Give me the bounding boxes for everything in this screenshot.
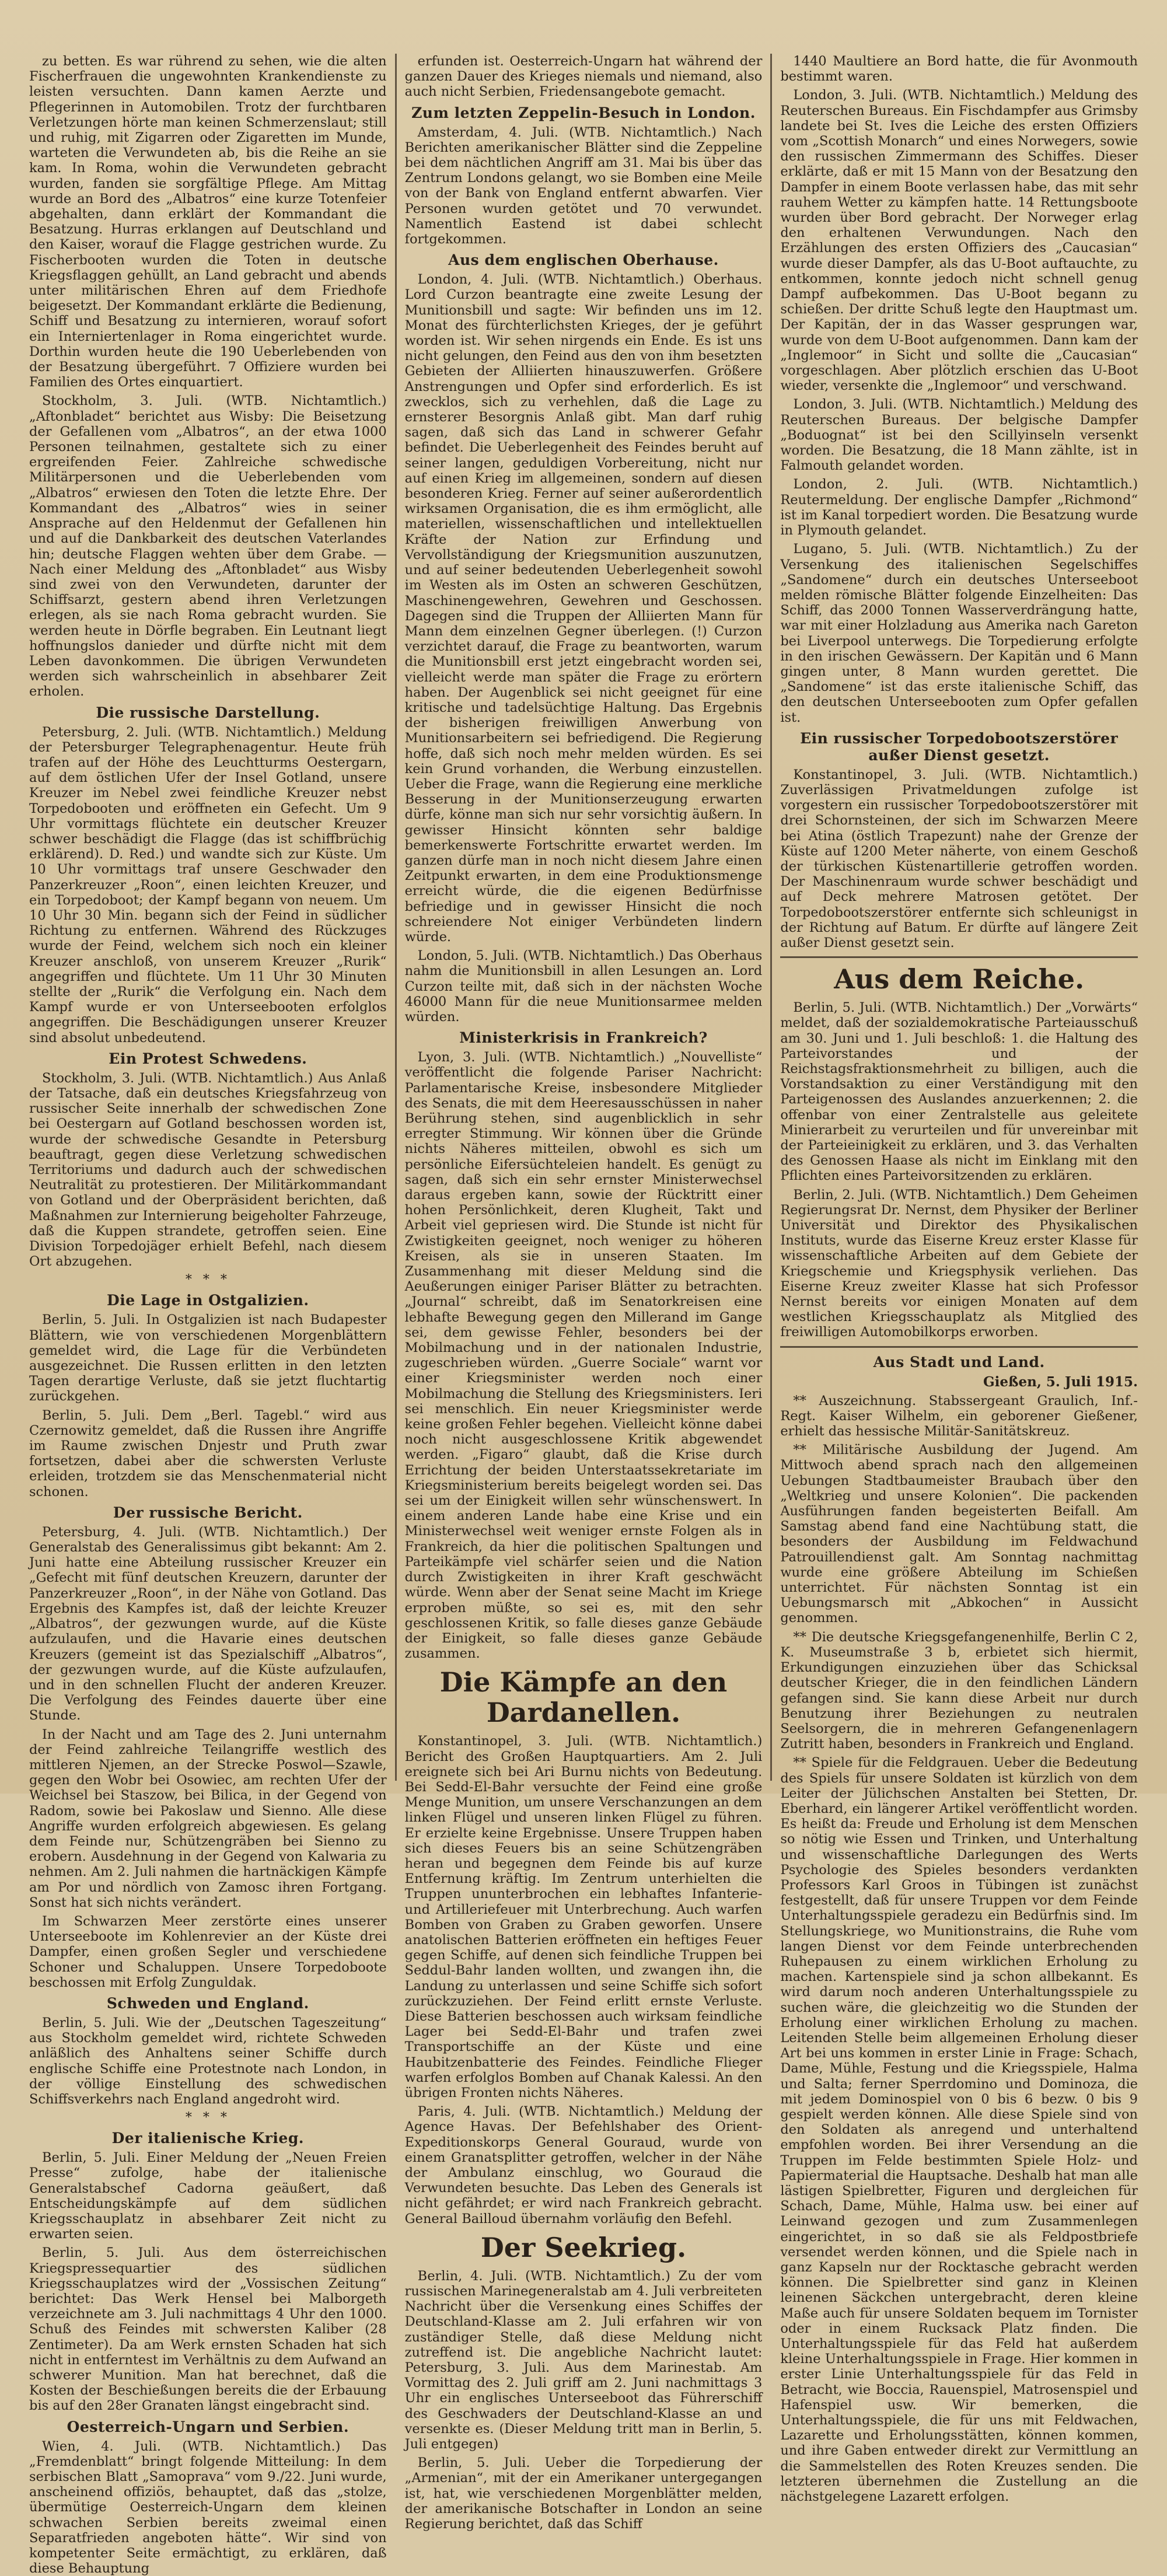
article-paragraph: 1440 Maultiere an Bord hatte, die für Avonmouth bestimmt waren.	[780, 54, 1138, 85]
article-paragraph: ** Auszeichnung. Stabssergeant Graulich, Inf.-Regt. Kaiser Wilhelm, ein geborener Gießener, erhielt das hessische Militär-Sanitätskreuz.	[780, 1393, 1138, 1439]
article-paragraph: Lyon, 3. Juli. (WTB. Nichtamtlich.) „Nouvelliste“ veröffentlicht die folgende Pariser Nachricht: Parlamentarische Kreise, insbesondere Mitglieder des Senats, die mit dem Heeresausschüssen in naher Berührung stehen, sind augenblicklich in sehr erregter Stimmung. Wir können über die Gründe nichts Näheres mitteilen, obwohl es sich um persönliche Eifersüchteleien handelt. Es genügt zu sagen, daß sich ein sehr ernster Ministerwechsel daraus ergeben kann, sowie der Rücktritt einer hohen Persönlichkeit, deren Klugheit, Takt und Arbeit viel gepriesen wird. Die Stunde ist nicht für Zwistigkeiten geeignet, noch weniger zu höheren Kreisen, als sie in unseren Staaten. Im Zusammenhang mit dieser Meldung sind die Aeußerungen einiger Pariser Blätter zu betrachten. „Journal“ schreibt, daß im Senatorkreisen eine lebhafte Bewegung gegen den Millerand im Gange sei, dem gewisse Fehler, besonders bei der Mobilmachung und in der nationalen Industrie, zugeschrieben würden. „Guerre Sociale“ warnt vor einer Kriegsminister werden noch einer Mobilmachung die Stellung des Kriegsministers. Ieri sei menschlich. Ein neuer Kriegsminister werde keine großen Fehler begehen. Vielleicht könne dabei noch nicht ausgeschlossene Kritik abgewendet werden. „Figaro“ glaubt, daß die Krise durch Errichtung der beiden Unterstaatssekretariate im Kriegsministerium bereits beigelegt worden sei. Das sei um der Einigkeit willen sehr wünschenswert. In einem anderen Lande habe eine Krise und ein Ministerwechsel weit weniger ernste Folgen als in Frankreich, da hier die politischen Spaltungen und Parteikämpfe viel schärfer seien und die Nation durch Zwistigkeiten in ihrer Kraft geschwächt würde. Wenn aber der Senat seine Macht im Kriege erproben müßte, so sei es, mit den sehr geschlossenen Kritik, so falle dieses ganze Gebäude der Einigkeit, so falle dieses ganze Gebäude zusammen.	[404, 1050, 763, 1662]
section-heading: Aus dem englischen Oberhause.	[448, 251, 719, 269]
section-heading: Die russische Darstellung.	[96, 704, 320, 721]
article-paragraph: Berlin, 5. Juli. Aus dem österreichischen Kriegspressequartier des südlichen Kriegsschauplatzes wird der „Vossischen Zeitung“ berichtet: Das Werk Hensel bei Malborgeth verzeichnete am 3. Juli nachmittags 4 Uhr den 1000. Schuß des Feindes mit schwersten Kaliber (28 Zentimeter). Da am Werk ernsten Schaden hat sich nicht in entferntest im Verhältnis zu dem Aufwand an schwerer Munition. Man hat berechnet, daß die Kosten der Beschießungen bereits die der Erbauung bis auf den 28er Granaten längst eingebracht sind.	[29, 2245, 387, 2414]
column-divider	[770, 54, 772, 1781]
horizontal-rule	[780, 956, 1138, 958]
article-paragraph: Konstantinopel, 3. Juli. (WTB. Nichtamtlich.) Zuverlässigen Privatmeldungen zufolge ist vorgestern ein russischer Torpedobootszerstörer mit drei Schornsteinen, der sich im Schwarzen Meere bei Atina (östlich Trapezunt) nahe der Grenze der Küste auf 1200 Meter näherte, von einem Geschoß der türkischen Küstenartillerie getroffen worden. Der Maschinenraum wurde schwer beschädigt und auf Deck mehrere Matrosen getötet. Der Torpedobootszerstörer entfernte sich schleunigst in der Richtung auf Batum. Er dürfte auf längere Zeit außer Dienst gesetzt sein.	[780, 767, 1138, 950]
article-paragraph: Berlin, 4. Juli. (WTB. Nichtamtlich.) Zu der vom russischen Marinegeneralstab am 4. Juli verbreiteten Nachricht über die Versenkung eines Schiffes der Deutschland-Klasse am 2. Juli erfahren wir von zuständiger Stelle, daß diese Meldung nicht zutreffend ist. Die angebliche Nachricht lautet: Petersburg, 3. Juli. Aus dem Marinestab. Am Vormittag des 2. Juli griff am 2. Juni nachmittags 3 Uhr ein englisches Unterseeboot das Führerschiff des Geschwaders der Deutschland-Klasse an und versenkte es. (Dieser Meldung tritt man in Berlin, 5. Juli entgegen)	[404, 2268, 763, 2452]
major-heading: Die Kämpfe an den Dardanellen.	[439, 1666, 728, 1729]
major-heading: Aus dem Reiche.	[834, 963, 1085, 995]
article-paragraph: London, 5. Juli. (WTB. Nichtamtlich.) Das Oberhaus nahm die Munitionsbill in allen Lesungen an. Lord Curzon teilte mit, daß sich in der nächsten Woche 46000 Mann für die neue Munitionsarmee melden würden.	[404, 948, 763, 1025]
column-divider	[395, 54, 397, 1781]
article-paragraph: Berlin, 5. Juli. Ueber die Torpedierung der „Armenian“, mit der ein Amerikaner untergegangen ist, hat, wie verschiedenen Morgenblätter melden, der amerikanische Botschafter in London an seine Regierung berichtet, daß das Schiff	[404, 2455, 763, 2532]
article-paragraph: Petersburg, 4. Juli. (WTB. Nichtamtlich.) Der Generalstab des Generalissimus gibt bekannt: Am 2. Juni hatte eine Abteilung russischer Kreuzer ein „Gefecht mit fünf deutschen Kreuzern, darunter der Panzerkreuzer „Roon“, in der Nähe von Gotland. Das Ergebnis des Kampfes ist, daß der leichte Kreuzer „Albatros“, der gezwungen wurde, auf die Küste aufzulaufen, und die Havarie eines deutschen Kreuzers (gemeint ist das Spezialschiff „Albatros“, der gezwungen wurde, auf die Küste aufzulaufen, und in den schnellen Flucht der anderen Kreuzer. Die Verfolgung des Feindes dauerte über eine Stunde.	[29, 1524, 387, 1724]
major-heading: Der Seekrieg.	[480, 2231, 687, 2263]
section-heading: Ein russischer Torpedobootszerstörer außer Dienst gesetzt.	[800, 729, 1119, 764]
section-heading: Ein Protest Schwedens.	[109, 1050, 308, 1067]
article-paragraph: Amsterdam, 4. Juli. (WTB. Nichtamtlich.) Nach Berichten amerikanischer Blätter sind die Zeppeline bei dem nächtlichen Angriff am 31. Mai bis über das Zentrum Londons gelangt, wo sie Bomben eine Meile von der Bank von England entfernt abwarfen. Vier Personen wurden getötet und 70 verwundet. Namentlich Eastend ist dabei schlecht fortgekommen.	[404, 124, 763, 247]
section-heading: Oesterreich-Ungarn und Serbien.	[67, 2418, 350, 2435]
column-3	[774, 54, 1144, 2505]
article-paragraph: In der Nacht und am Tage des 2. Juni unternahm der Feind zahlreiche Teilangriffe westlich des mittleren Njemen, an der Strecke Poswol—Szawle, gegen den Wobr bei Osowiec, am rechten Ufer der Weichsel bei Staszow, bei Bilica, in der Gegend von Radom, sowie bei Pakoslaw und Sienno. Alle diese Angriffe wurden erfolgreich abgewiesen. Es gelang dem Feinde nur, Schützengräben bei Sienno zu erobern. Ausdehnung in der Gegend von Kalwaria zu nehmen. Am 2. Juli nahmen die hartnäckigen Kämpfe am Por und nördlich von Zamosc ihren Fortgang. Sonst hat sich nichts verändert.	[29, 1726, 387, 1910]
article-paragraph: ** Spiele für die Feldgrauen. Ueber die Bedeutung des Spiels für unsere Soldaten ist kürzlich von dem Leiter der Jülichschen Anstalten bei Stetten, Dr. Eberhard, ein längerer Artikel veröffentlicht worden. Es heißt da: Freude und Erholung ist dem Menschen so nötig wie Essen und Trinken, und Unterhaltung und wissenschaftliche Darlegungen des Werts Psychologie des Spieles besonders verdankten Professors Karl Groos in Tübingen ist zunächst festgestellt, daß für unsere Truppen vor dem Feinde Unterhaltungsspiele geradezu ein Bedürfnis sind. Im Stellungskriege, wo Munitionstrains, die Ruhe vom langen Dienst vor dem Feinde unterbrechenden Ruhepausen zu einem wirklichen Erholung zu machen. Kartenspiele sind ja schon allbekannt. Es wird darum noch anderen Unterhaltungsspiele zu suchen wäre, die gleichzeitig wo die Stunden der Erholung einer wirklichen Erholung zu machen. Leitenden Stelle beim allgemeinen Erholung dieser Art bei uns kommen in erster Linie in Frage: Schach, Dame, Mühle, Festung und die Kriegsspiele, Halma und Salta; ferner Sperrdomino und Dominoza, die mit jedem Dominospiel von 0 bis 6 bezw. 0 bis 9 gespielt werden können. Alle diese Spiele sind von den Soldaten als anregend und unterhaltend empfohlen worden. Bei ihrer Versendung an die Truppen im Felde bestimmten Spiele Holz- und Papiermaterial die Hauptsache. Deshalb hat man alle lästigen Spielbretter, Figuren und dergleichen für Schach, Dame, Mühle, Halma usw. bei einer auf Leinwand gezogen und zum Zusammenlegen eingerichtet, in so daß sie als Feldpostbriefe versendet werden können, und die Spiele nach in ganz Kapseln nur der Rocktasche gebracht werden können. Die Spielbretter sind ganz in Kleinen leinenen Säckchen untergebracht, deren kleine Maße auch für unsere Soldaten bequem im Tornister oder in einem Rucksack Platz finden. Die Unterhaltungsspiele für das Feld hat außerdem kleine Unterhaltungsspiele in Frage. Hier kommen in erster Linie Unterhaltungsspiele für das Feld in Betracht, wie Boccia, Rauenspiel, Matrosenspiel und Hafenspiel usw. Wir bemerken, die Unterhaltungsspiele, die für uns mit Feldwachen, Lazarette und Erholungsstätten, können kommen, und ihre Gaben entweder direkt zur Vermittlung an die Sammelstellen des Roten Kreuzes senden. Die letzteren übernehmen die Zustellung an die nächstgelegene Lazarett erfolgen.	[780, 1755, 1138, 2505]
article-paragraph: London, 4. Juli. (WTB. Nichtamtlich.) Oberhaus. Lord Curzon beantragte eine zweite Lesung der Munitionsbill und sagte: Wir befinden uns im 12. Monat des fürchterlichsten Krieges, der je geführt worden ist. Wir sehen nirgends ein Ende. Es ist uns nicht gelungen, den Feind aus den von ihm besetzten Gebieten der Alliierten hinauszuwerfen. Größere Anstrengungen und Opfer sind erforderlich. Es ist zwecklos, sich zu verhehlen, daß die Lage zu ernsterer Besorgnis Anlaß gibt. Man darf ruhig sagen, daß sich das Land in schwerer Gefahr befindet. Die Ueberlegenheit des Feindes beruht auf seiner langen, geduldigen Vorbereitung, nicht nur auf einen Krieg im allgemeinen, sondern auf diesen besonderen Krieg. Ferner auf seiner außerordentlich wirksamen Organisation, die es ihm ermöglicht, alle materiellen, wissenschaftlichen und intellektuellen Kräfte der Nation zur Erfindung und Vervollständigung der Kriegsmunition auszunutzen, und auf seiner bedeutenden Ueberlegenheit sowohl im Westen als im Osten an schweren Geschützen, Maschinengewehren, Gewehren und Geschossen. Dagegen sind die Truppen der Alliierten Mann für Mann dem einzelnen Gegner überlegen. (!) Curzon verzichtet darauf, die Frage zu beantworten, warum die Munitionsbill erst jetzt eingebracht worden sei, vielleicht werde man später die Frage zu erörtern haben. Der Augenblick sei nicht geeignet für eine kritische und tadelsüchtige Haltung. Das Ergebnis der bisherigen freiwilligen Anwerbung von Munitionsarbeitern sei befriedigend. Die Regierung hoffe, daß sich noch mehr melden würden. Es sei kein Grund vorhanden, die Werbung einzustellen. Ueber die Frage, wann die Regierung eine merkliche Besserung in der Munitionserzeugung erwarten dürfe, könne man sich nur sehr vorsichtig äußern. In gewisser Hinsicht könnten sehr baldige bemerkenswerte Fortschritte erwartet werden. Im ganzen dürfe man in noch nicht diesem Jahre einen Zeitpunkt erwarten, in dem eine Produktionsmenge erreicht würde, die die eigenen Bedürfnisse befriedige und in gewisser Hinsicht die noch schreiendere Not einiger Verbündeten lindern würde.	[404, 272, 763, 945]
column-2	[399, 54, 768, 2532]
article-paragraph: Berlin, 5. Juli. (WTB. Nichtamtlich.) Der „Vorwärts“ meldet, daß der sozialdemokratische Parteiausschuß am 30. Juni und 1. Juli beschloß: 1. die Haltung des Parteivorstandes und der Reichstagsfraktionsmehrheit zu billigen, auch die Vorstandsaktion zu einer Verständigung mit den Parteigenossen des Auslandes anzuerkennen; 2. die offenbar von einer Zentralstelle aus geleitete Minierarbeit zu verurteilen und für unvereinbar mit der Parteieinigkeit zu erklären, und 3. das Verhalten des Genossen Haase als nicht im Einklang mit den Pflichten eines Parteivorsitzenden zu erklären.	[780, 1000, 1138, 1184]
separator-stars: * * *	[185, 2110, 230, 2126]
article-paragraph: Berlin, 5. Juli. Einer Meldung der „Neuen Freien Presse“ zufolge, habe der italienische Generalstabschef Cadorna geäußert, daß Entscheidungskämpfe auf dem südlichen Kriegsschauplatz in absehbarer Zeit nicht zu erwarten seien.	[29, 2150, 387, 2242]
article-paragraph: Berlin, 5. Juli. Dem „Berl. Tagebl.“ wird aus Czernowitz gemeldet, daß die Russen ihre Angriffe im Raume zwischen Dnjestr und Pruth zwar fortsetzen, dabei aber die schwersten Verluste erleiden, trotzdem sie das Menschenmaterial nicht schonen.	[29, 1407, 387, 1500]
article-paragraph: Berlin, 5. Juli. In Ostgalizien ist nach Budapester Blättern, wie von verschiedenen Morgenblättern gemeldet wird, die Lage für die Verbündeten ausgezeichnet. Die Russen erlitten in den letzten Tagen derartige Verluste, daß sie jetzt fluchtartig zurückgehen.	[29, 1312, 387, 1404]
article-paragraph: Stockholm, 3. Juli. (WTB. Nichtamtlich.) Aus Anlaß der Tatsache, daß ein deutsches Kriegsfahrzeug von russischer Seite innerhalb der schwedischen Zone bei Oestergarn auf Gotland beschossen worden ist, wurde der schwedische Gesandte in Petersburg beauftragt, gegen diese Verletzung schwedischen Territoriums und dadurch auch der schwedischen Neutralität zu protestieren. Der Militärkommandant von Gotland und der Oberpräsident berichten, daß Maßnahmen zur Internierung beigeholter Fahrzeuge, daß die Kuppen strandete, getroffen seien. Eine Division Torpedojäger erhielt Befehl, nach diesem Ort abzugehen.	[29, 1070, 387, 1270]
section-heading: Der italienische Krieg.	[111, 2130, 305, 2147]
section-heading: Schweden und England.	[106, 1994, 309, 2012]
section-heading: Zum letzten Zeppelin-Besuch in London.	[411, 104, 756, 121]
article-paragraph: erfunden ist. Oesterreich-Ungarn hat während der ganzen Dauer des Krieges niemals und niemand, also auch nicht Serbien, Friedensangebote gemacht.	[404, 54, 763, 100]
article-paragraph: zu betten. Es war rührend zu sehen, wie die alten Fischerfrauen die ungewohnten Krankendienste zu leisten versuchten. Dann kamen Aerzte und Pflegerinnen in Automobilen. Trotz der furchtbaren Verletzungen hörte man keinen Schmerzenslaut; still und ruhig, mit Zigarren oder Zigaretten im Munde, warteten die Verwundeten ab, bis die Reihe an sie kam. In Roma, wohin die Verwundeten gebracht wurden, fanden sie sorgfältige Pflege. Am Mittag wurde an Bord des „Albatros“ eine kurze Totenfeier abgehalten, dann erklärt der Kommandant die Besatzung. Hurras erklangen auf Deutschland und den Kaiser, worauf die Flagge gestrichen wurde. Zu Fischerbooten wurden die Toten in deutsche Kriegsflaggen gehüllt, an Land gebracht und abends unter militärischen Ehren auf dem Friedhofe beigesetzt. Der Kommandant erklärte die Bedienung, Schiff und Besatzung zu internieren, worauf sofort ein Interniertenlager in Roma eingerichtet wurde. Dorthin wurden heute die 190 Ueberlebenden von der Besatzung übergeführt. 7 Offiziere wurden bei Familien des Ortes einquartiert.	[29, 54, 387, 390]
article-paragraph: Stockholm, 3. Juli. (WTB. Nichtamtlich.) „Aftonbladet“ berichtet aus Wisby: Die Beisetzung der Gefallenen vom „Albatros“, an der etwa 1000 Personen teilnahmen, gestaltete sich zu einer ergreifenden Feier. Zahlreiche schwedische Militärpersonen und die Ueberlebenden vom „Albatros“ erwiesen den Toten die letzte Ehre. Der Kommandant des „Albatros“ wies in seiner Ansprache auf den Heldenmut der Gefallenen hin und auf die Dankbarkeit des deutschen Vaterlandes hin; deutsche Flaggen wehten über dem Grabe. — Nach einer Meldung des „Aftonbladet“ aus Wisby sind zwei von den Verwundeten, darunter der Schiffsarzt, gestern abend ihren Verletzungen erlegen, als sie nach Roma gebracht wurden. Sie werden heute in Dörfle begraben. Ein Leutnant liegt hoffnungslos danieder und dürfte nicht mit dem Leben davonkommen. Die übrigen Verwundeten werden sich wahrscheinlich in absehbarer Zeit erholen.	[29, 393, 387, 700]
article-paragraph: ** Die deutsche Kriegsgefangenenhilfe, Berlin C 2, K. Museumstraße 3 b, erbietet sich hiermit, Erkundigungen einzuziehen über das Schicksal deutscher Krieger, die in den feindlichen Ländern gefangen sind. Sie kann diese Arbeit nur durch Benutzung ihrer Beziehungen zu neutralen Seelsorgern, die in mehreren Gefangenenlagern Zutritt haben, besonders in Frankreich und England.	[780, 1629, 1138, 1752]
section-heading: Aus Stadt und Land.	[873, 1353, 1045, 1371]
article-paragraph: ** Militärische Ausbildung der Jugend. Am Mittwoch abend sprach nach den allgemeinen Uebungen Stadtbaumeister Braubach über den „Weltkrieg und unsere Kolonien“. Die packenden Ausführungen fanden begeisterten Beifall. Am Samstag abend fand eine Nachtübung statt, die besonders der Ausbildung im Feldwachund Patrouillendienst galt. Am Sonntag nachmittag wurde eine größere Abteilung im Schießen unterrichtet. Für nächsten Sonntag ist ein Uebungsmarsch mit „Abkochen“ in Aussicht genommen.	[780, 1442, 1138, 1626]
article-paragraph: Berlin, 2. Juli. (WTB. Nichtamtlich.) Dem Geheimen Regierungsrat Dr. Nernst, dem Physiker der Berliner Universität und Direktor des Physikalischen Instituts, wurde das Eiserne Kreuz erster Klasse für wissenschaftliche Arbeiten auf dem Gebiete der Kriegschemie und Kriegsphysik verliehen. Das Eiserne Kreuz zweiter Klasse hat sich Professor Nernst bereits vor einigen Monaten auf dem westlichen Kriegsschauplatz als Mitglied des freiwilligen Automobilkorps erworben.	[780, 1187, 1138, 1340]
article-paragraph: London, 3. Juli. (WTB. Nichtamtlich.) Meldung des Reuterschen Bureaus. Ein Fischdampfer aus Grimsby landete bei St. Ives die Leiche des ersten Offiziers vom „Scottish Monarch“ und eines Norwegers, sowie den russischen Zimmermann des Schiffes. Dieser erklärte, daß er mit 15 Mann von der Besatzung den Dampfer in einem Boote verlassen habe, das mit sehr rauhem Wetter zu kämpfen hatte. 14 Rettungsboote wurden über Bord gebracht. Der Norweger erlag den erhaltenen Verwundungen. Nach den Erzählungen des ersten Offiziers des „Caucasian“ wurde dieser Dampfer, als das U-Boot auftauchte, zu entkommen, konnte jedoch nicht schnell genug Dampf aufbekommen. Das U-Boot begann zu schießen. Der dritte Schuß legte den Hauptmast um. Der Kapitän, der in das Wasser gesprungen war, wurde von dem U-Boot aufgenommen. Dann kam der „Inglemoor“ in Sicht und sollte die „Caucasian“ vorgeschlagen. Aber plötzlich erschien das U-Boot wieder, versenkte die „Inglemoor“ und verschwand.	[780, 88, 1138, 394]
article-paragraph: Berlin, 5. Juli. Wie der „Deutschen Tageszeitung“ aus Stockholm gemeldet wird, richtete Schweden anläßlich des Anhaltens seiner Schiffe durch englische Schiffe eine Protestnote nach London, in der völlige Einstellung des schwedischen Schiffsverkehrs nach England angedroht wird.	[29, 2015, 387, 2107]
columns	[23, 54, 1144, 2576]
article-paragraph: Konstantinopel, 3. Juli. (WTB. Nichtamtlich.) Bericht des Großen Hauptquartiers. Am 2. Juli ereignete sich bei Ari Burnu nichts von Bedeutung. Bei Sedd-El-Bahr versuchte der Feind eine große Menge Munition, um unsere Verschanzungen an dem linken Flügel und unseren linken Flügel zu führen. Er erzielte keine Ergebnisse. Unsere Truppen haben sich dieses Feuers bis an seine Schützengräben heran und begegnen dem Feinde bis auf kurze Entfernung kräftig. Im Zentrum unterhielten die Truppen ununterbrochen ein lebhaftes Infanterie- und Artilleriefeuer mit Unterbrechung. Auch warfen Bomben von Graben zu Graben geworfen. Unsere anatolischen Batterien eröffneten ein heftiges Feuer gegen Schiffe, auf denen sich feindliche Truppen bei Seddul-Bahr landen wollten, und zwangen ihn, die Landung zu unterlassen und seine Schiffe sich sofort zurückzuziehen. Der Feind erlitt ernste Verluste. Diese Batterien beschossen auch wirksam feindliche Lager bei Sedd-El-Bahr und trafen zwei Transportschiffe an der Küste und eine Haubitzenbatterie des Feindes. Feindliche Flieger warfen erfolglos Bomben auf Chanak Kalessi. An den übrigen Fronten nichts Näheres.	[404, 1733, 763, 2100]
article-paragraph: Im Schwarzen Meer zerstörte eines unserer Unterseeboote im Kohlenrevier an der Küste drei Dampfer, einen großen Segler und verschiedene Schoner und Schaluppen. Unsere Torpedoboote beschossen mit Erfolg Zunguldak.	[29, 1913, 387, 1990]
column-1	[23, 54, 393, 2576]
article-paragraph: London, 2. Juli. (WTB. Nichtamtlich.) Reutermeldung. Der englische Dampfer „Richmond“ ist im Kanal torpediert worden. Die Besatzung wurde in Plymouth gelandet.	[780, 477, 1138, 539]
article-paragraph: Lugano, 5. Juli. (WTB. Nichtamtlich.) Zu der Versenkung des italienischen Segelschiffes „Sandomene“ durch ein deutsches Unterseeboot melden römische Blätter folgende Einzelheiten: Das Schiff, das 2000 Tonnen Wasserverdrängung hatte, war mit einer Holzladung aus Amerika nach Gareton bei Liverpool unterwegs. Die Torpedierung erfolgte in den irischen Gewässern. Der Kapitän und 6 Mann gingen unter, 8 Mann wurden gerettet. Die „Sandomene“ ist das erste italienische Schiff, das den deutschen Unterseebooten zum Opfer gefallen ist.	[780, 541, 1138, 725]
article-paragraph: Petersburg, 2. Juli. (WTB. Nichtamtlich.) Meldung der Petersburger Telegraphenagentur. Heute früh trafen auf der Höhe des Leuchtturms Oestergarn, auf dem östlichen Ufer der Insel Gotland, unsere Kreuzer im Nebel zwei feindliche Kreuzer nebst Torpedobooten und eröffneten ein Gefecht. Um 9 Uhr vormittags flüchtete ein deutscher Kreuzer schwer beschädigt die Flagge (das ist schiffbrüchig erklärend). D. Red.) und wandte sich zur Küste. Um 10 Uhr vormittags traf unsere Geschwader den Panzerkreuzer „Roon“, einen leichten Kreuzer, und ein Torpedoboot; der Kampf begann von neuem. Um 10 Uhr 30 Min. begann sich der Feind in südlicher Richtung zu entfernen. Während des Rückzuges wurde der Feind, welchem sich noch ein kleiner Kreuzer anschloß, von unserem Kreuzer „Rurik“ angegriffen und flüchtete. Um 11 Uhr 30 Minuten stellte der „Rurik“ die Verfolgung ein. Nach dem Kampf wurde er von Unterseebooten erfolglos angegriffen. Die Beschädigungen unserer Kreuzer sind absolut unbedeutend.	[29, 724, 387, 1046]
section-heading: Die Lage in Ostgalizien.	[107, 1292, 309, 1309]
horizontal-rule	[780, 1346, 1138, 1348]
article-paragraph: Wien, 4. Juli. (WTB. Nichtamtlich.) Das „Fremdenblatt“ bringt folgende Mitteilung: In dem serbischen Blatt „Samoprava“ vom 9./22. Juni wurde, anscheinend offiziös, behauptet, daß das „stolze, übermütige Oesterreich-Ungarn dem kleinen schwachen Serbien bereits zweimal einen Separatfrieden angeboten hätte“. Wir sind von kompetenter Seite ermächtigt, zu erklären, daß diese Behauptung	[29, 2438, 387, 2576]
article-paragraph: London, 3. Juli. (WTB. Nichtamtlich.) Meldung des Reuterschen Bureaus. Der belgische Dampfer „Boduognat“ ist bei den Scillyinseln versenkt worden. Die Besatzung, die 18 Mann zählte, ist in Falmouth gelandet worden.	[780, 397, 1138, 474]
section-heading: Der russische Bericht.	[113, 1504, 303, 1521]
dateline: Gießen, 5. Juli 1915.	[983, 1373, 1138, 1390]
section-heading: Ministerkrisis in Frankreich?	[459, 1029, 708, 1047]
article-paragraph: Paris, 4. Juli. (WTB. Nichtamtlich.) Meldung der Agence Havas. Der Befehlshaber des Orient-Expeditionskorps General Gouraud, wurde von einem Granatsplitter getroffen, welcher in der Nähe der Ambulanz einschlug, wo Gouraud die Verwundeten besuchte. Das Leben des Generals ist nicht gefährdet; er wird nach Frankreich gebracht. General Bailloud übernahm vorläufig den Befehl.	[404, 2104, 763, 2227]
separator-stars: * * *	[185, 1273, 230, 1288]
